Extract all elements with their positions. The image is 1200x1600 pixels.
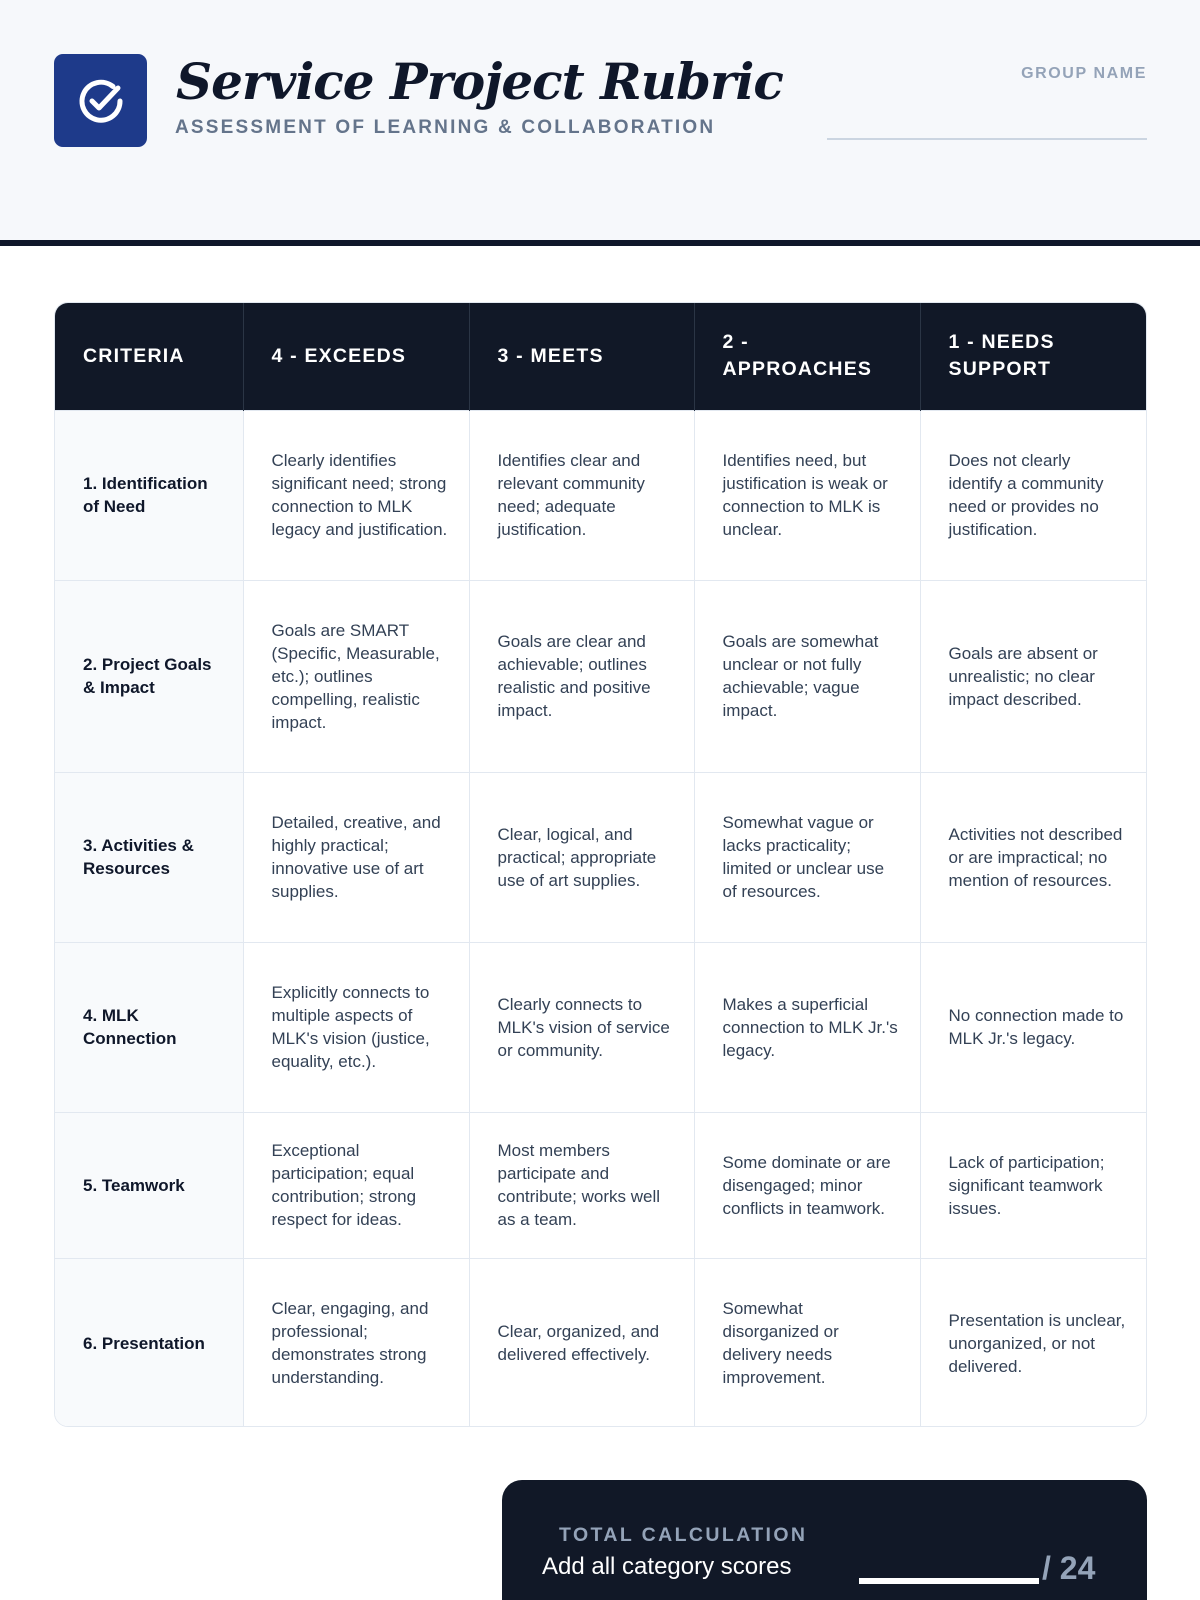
table-row <box>55 580 1147 772</box>
meets-cell: Most members participate and contribute; works well as a team. <box>469 1112 694 1258</box>
meets-cell: Goals are clear and achievable; outlines realistic and positive impact. <box>469 580 694 772</box>
needs-support-cell: Presentation is unclear, unorganized, or not delivered. <box>920 1258 1147 1427</box>
approaches-cell: Some dominate or are disengaged; minor conflicts in teamwork. <box>694 1112 920 1258</box>
meets-cell: Identifies clear and relevant community need; adequate justification. <box>469 410 694 580</box>
exceeds-cell: Clear, engaging, and professional; demonstrates strong understanding. <box>243 1258 469 1427</box>
group-name-label: GROUP NAME <box>1021 65 1147 82</box>
exceeds-cell: Clearly identifies significant need; strong connection to MLK legacy and justification. <box>243 410 469 580</box>
approaches-cell: Identifies need, but justification is weak or connection to MLK is unclear. <box>694 410 920 580</box>
rubric-table <box>54 302 1147 1427</box>
approaches-cell: Makes a superficial connection to MLK Jr.'s legacy. <box>694 942 920 1112</box>
total-calculation-panel <box>502 1480 1147 1600</box>
needs-support-cell: Goals are absent or unrealistic; no clear impact described. <box>920 580 1147 772</box>
meets-cell: Clearly connects to MLK's vision of service or community. <box>469 942 694 1112</box>
approaches-cell: Somewhat disorganized or delivery needs improvement. <box>694 1258 920 1427</box>
criteria-cell: 6. Presentation <box>55 1258 243 1427</box>
approaches-cell: Somewhat vague or lacks practicality; limited or unclear use of resources. <box>694 772 920 942</box>
criteria-cell: 3. Activities & Resources <box>55 772 243 942</box>
exceeds-cell: Exceptional participation; equal contribution; strong respect for ideas. <box>243 1112 469 1258</box>
column-header-criteria: CRITERIA <box>55 303 243 410</box>
meets-cell: Clear, organized, and delivered effectively. <box>469 1258 694 1427</box>
logo-badge <box>54 54 147 147</box>
page-header <box>0 0 1200 240</box>
column-header-approaches: 2 - APPROACHES <box>694 303 920 410</box>
check-circle-icon <box>74 74 128 128</box>
table-row <box>55 1258 1147 1427</box>
table-row <box>55 942 1147 1112</box>
needs-support-cell: No connection made to MLK Jr.'s legacy. <box>920 942 1147 1112</box>
column-header-exceeds: 4 - EXCEEDS <box>243 303 469 410</box>
group-name-field[interactable] <box>827 138 1147 140</box>
total-calculation-instruction: Add all category scores <box>542 1553 792 1580</box>
needs-support-cell: Does not clearly identify a community need or provides no justification. <box>920 410 1147 580</box>
criteria-cell: 2. Project Goals & Impact <box>55 580 243 772</box>
total-calculation-label: TOTAL CALCULATION <box>559 1524 808 1546</box>
table-row <box>55 772 1147 942</box>
approaches-cell: Goals are somewhat unclear or not fully achievable; vague impact. <box>694 580 920 772</box>
needs-support-cell: Lack of participation; significant teamwork issues. <box>920 1112 1147 1258</box>
exceeds-cell: Explicitly connects to multiple aspects of MLK's vision (justice, equality, etc.). <box>243 942 469 1112</box>
exceeds-cell: Goals are SMART (Specific, Measurable, etc.); outlines compelling, realistic impact. <box>243 580 469 772</box>
criteria-cell: 4. MLK Connection <box>55 942 243 1112</box>
criteria-cell: 1. Identification of Need <box>55 410 243 580</box>
column-header-needs-support: 1 - NEEDS SUPPORT <box>920 303 1147 410</box>
page-title: Service Project Rubric <box>176 52 783 111</box>
page-subtitle: ASSESSMENT OF LEARNING & COLLABORATION <box>175 117 716 138</box>
header-divider <box>0 240 1200 246</box>
column-header-meets: 3 - MEETS <box>469 303 694 410</box>
exceeds-cell: Detailed, creative, and highly practical; innovative use of art supplies. <box>243 772 469 942</box>
total-score-field[interactable] <box>859 1578 1039 1584</box>
needs-support-cell: Activities not described or are impractical; no mention of resources. <box>920 772 1147 942</box>
meets-cell: Clear, logical, and practical; appropriate use of art supplies. <box>469 772 694 942</box>
total-max-score: / 24 <box>1042 1550 1096 1586</box>
table-row <box>55 1112 1147 1258</box>
criteria-cell: 5. Teamwork <box>55 1112 243 1258</box>
table-row <box>55 410 1147 580</box>
rubric-header-row <box>55 303 1147 410</box>
